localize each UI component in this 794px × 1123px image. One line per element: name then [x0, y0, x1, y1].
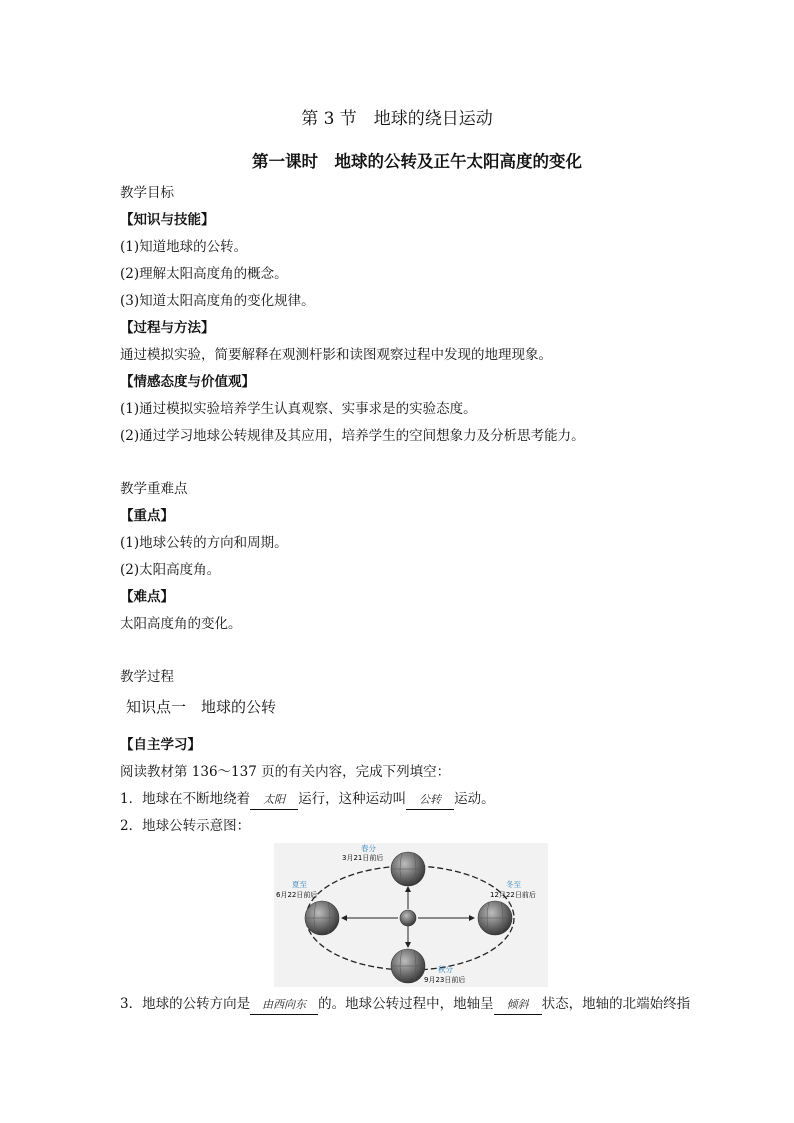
answer-blank-revolution: 公转: [406, 791, 454, 810]
attitude-heading: 【情感态度与价值观】: [120, 374, 255, 390]
reading-instruction: 阅读教材第 136～137 页的有关内容，完成下列填空：: [120, 764, 451, 780]
spring-equinox-label: 春分: [361, 844, 376, 853]
question-3-text-a: 3．地球的公转方向是: [120, 996, 251, 1012]
difficulty-text: 太阳高度角的变化。: [120, 616, 242, 632]
summer-solstice-date: 6月22日前后: [276, 891, 318, 899]
page-title: 第 3 节 地球的绕日运动: [301, 109, 493, 129]
question-1: [120, 790, 495, 810]
answer-blank-direction: 由西向东: [250, 996, 318, 1015]
self-study-heading: 【自主学习】: [120, 737, 201, 753]
process-heading: 【过程与方法】: [120, 320, 215, 336]
answer-blank-sun: 太阳: [250, 791, 298, 810]
winter-solstice-date: 12月22日前后: [490, 891, 536, 899]
winter-solstice-label: 冬至: [506, 880, 521, 889]
earth-summer-icon: [305, 901, 339, 935]
difficulty-heading: 【难点】: [120, 589, 174, 605]
sun-icon: [400, 910, 416, 926]
answer-blank-tilt: 倾斜: [494, 996, 542, 1015]
goals-heading: 教学目标: [120, 185, 174, 201]
knowledge-point-title: 知识点一 地球的公转: [126, 698, 277, 716]
attitude-item: (2)通过学习地球公转规律及其应用，培养学生的空间想象力及分析思考能力。: [120, 428, 585, 444]
attitude-item: (1)通过模拟实验培养学生认真观察、实事求是的实验态度。: [120, 401, 477, 417]
earth-autumn-icon: [391, 949, 425, 983]
focus-item: (2)太阳高度角。: [120, 562, 221, 578]
focus-heading: 【重点】: [120, 508, 174, 524]
lesson-subtitle: 第一课时 地球的公转及正午太阳高度的变化: [252, 152, 582, 171]
earth-revolution-diagram: [274, 843, 548, 987]
question-1-text-b: 运行，这种运动叫: [298, 791, 407, 807]
knowledge-item: (1)知道地球的公转。: [120, 239, 248, 255]
question-1-text-c: 运动。: [454, 791, 495, 807]
question-2: 2．地球公转示意图：: [120, 818, 251, 834]
earth-winter-icon: [478, 901, 512, 935]
autumn-equinox-label: 秋分: [438, 965, 453, 974]
question-1-text-a: 1．地球在不断地绕着: [120, 791, 251, 807]
spring-equinox-date: 3月21日前后: [342, 854, 384, 862]
summer-solstice-label: 夏至: [292, 880, 307, 889]
knowledge-item: (3)知道太阳高度角的变化规律。: [120, 293, 315, 309]
autumn-equinox-date: 9月23日前后: [424, 976, 466, 984]
process-text: 通过模拟实验，简要解释在观测杆影和读图观察过程中发现的地理现象。: [120, 347, 552, 363]
process-section-heading: 教学过程: [120, 669, 174, 685]
question-3: [120, 995, 690, 1015]
knowledge-item: (2)理解太阳高度角的概念。: [120, 266, 288, 282]
question-3-text-b: 的。地球公转过程中，地轴呈: [318, 996, 494, 1012]
focus-item: (1)地球公转的方向和周期。: [120, 535, 288, 551]
knowledge-heading: 【知识与技能】: [120, 212, 215, 228]
earth-spring-icon: [391, 852, 425, 886]
question-3-text-c: 状态，地轴的北端始终指: [541, 996, 691, 1012]
key-points-heading: 教学重难点: [120, 481, 188, 497]
